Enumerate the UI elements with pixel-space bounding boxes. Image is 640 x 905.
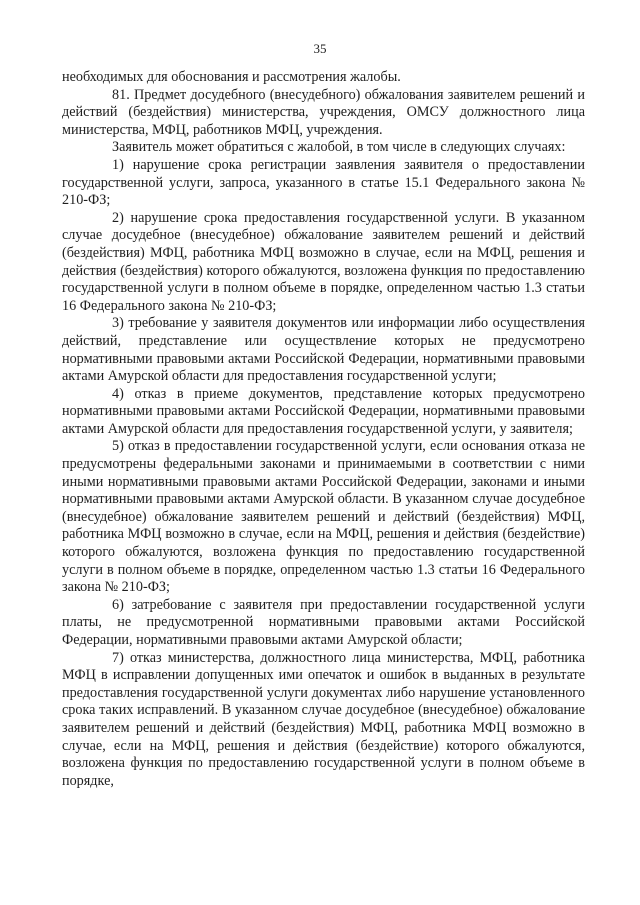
paragraph-cases-intro: Заявитель может обратиться с жалобой, в том числе в следующих случаях: bbox=[112, 139, 566, 156]
list-item-3: 3) требование у заявителя документов или информации либо осуществления действий, представление или осуществление которых не предусмотрено нормативными правовыми актами Российской Федерации, нормативными правовыми актами Амурской области для предоставления государственной услуги; bbox=[62, 315, 585, 385]
list-item-2: 2) нарушение срока предоставления государственной услуги. В указанном случае досудебное (внесудебное) обжалование заявителем решений и действий (бездействия) МФЦ, работника МФЦ возможно в случае, если на МФЦ, решения и действия (бездействия) которого обжалуются, возложена функция по предоставлению государственной услуги в полном объеме в порядке, определенном частью 1.3 статьи 16 Федерального закона № 210-ФЗ; bbox=[62, 209, 585, 314]
list-item-1: 1) нарушение срока регистрации заявления заявителя о предоставлении государственной услуги, запроса, указанного в статье 15.1 Федерального закона № 210-ФЗ; bbox=[62, 156, 585, 209]
page-number: 35 bbox=[313, 41, 327, 56]
paragraph-item-81: 81. Предмет досудебного (внесудебного) обжалования заявителем решений и действий (бездействия) министерства, учреждения, ОМСУ должностного лица министерства, МФЦ, работников МФЦ, учреждения. bbox=[62, 86, 585, 138]
document-body bbox=[62, 69, 585, 790]
paragraph-continuation: необходимых для обоснования и рассмотрения жалобы. bbox=[62, 69, 401, 85]
list-item-6: 6) затребование с заявителя при предоставлении государственной услуги платы, не предусмотренной нормативными правовыми актами Российской Федерации, нормативными правовыми актами Амурской области; bbox=[62, 596, 585, 648]
list-item-7: 7) отказ министерства, должностного лица министерства, МФЦ, работника МФЦ в исправлении допущенных ими опечаток и ошибок в выданных в результате предоставления государственной услуги документах либо нарушение установленного срока таких исправлений. В указанном случае досудебное (внесудебное) обжалование заявителем решений и действий (бездействия) МФЦ, работника МФЦ возможно в случае, если на МФЦ, решения и действия (бездействие) которого обжалуются, возложена функция по предоставлению государственной услуги в полном объеме в порядке, bbox=[62, 649, 585, 789]
list-item-5: 5) отказ в предоставлении государственной услуги, если основания отказа не предусмотрены федеральными законами и принимаемыми в соответствии с ними иными нормативными правовыми актами Российской Федерации, законами и иными нормативными правовыми актами Амурской области. В указанном случае досудебное (внесудебное) обжалование заявителем решений и действий (бездействия) МФЦ, работника МФЦ возможно в случае, если на МФЦ, решения и действия (бездействие) которого обжалуются, возложена функция по предоставлению государственной услуги в полном объеме в порядке, определенном частью 1.3 статьи 16 Федерального закона № 210-ФЗ; bbox=[62, 438, 585, 596]
list-item-4: 4) отказ в приеме документов, представление которых предусмотрено нормативными правовыми актами Российской Федерации, нормативными правовыми актами Амурской области для предоставления государственной услуги, у заявителя; bbox=[62, 385, 585, 437]
